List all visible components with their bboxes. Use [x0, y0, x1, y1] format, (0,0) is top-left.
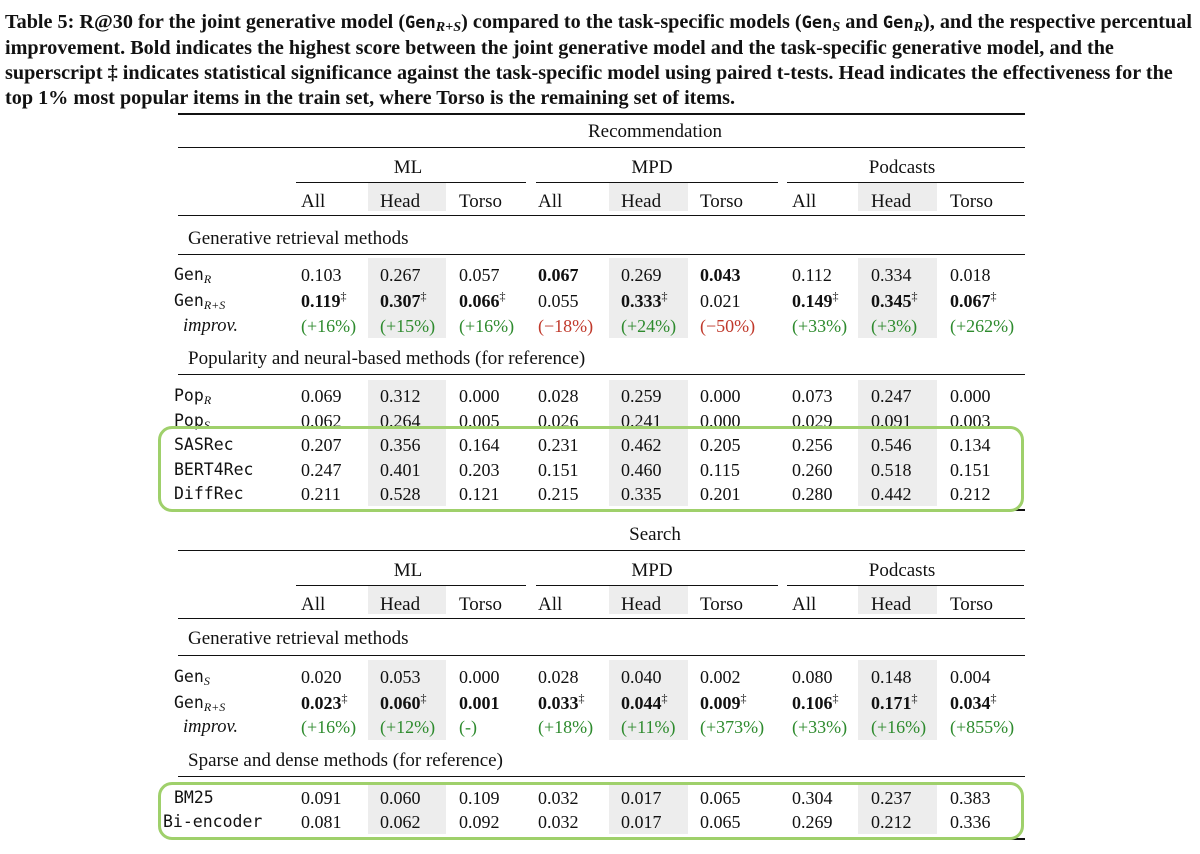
cell-value: 0.057 [459, 265, 500, 285]
cell-value: 0.356 [380, 435, 421, 455]
table-rule [178, 215, 1025, 216]
cell-value: 0.151 [538, 460, 579, 480]
cell-value: 0.017 [621, 788, 662, 808]
cell-value: (+33%) [792, 717, 848, 737]
caption-mid1: ) compared to the task-specific models ( [461, 11, 802, 33]
cell-value: 0.081 [301, 812, 342, 832]
cell-value: (+33%) [792, 316, 848, 336]
cell-value: 0.103 [301, 265, 342, 285]
cell-value: 0.018 [950, 265, 991, 285]
column-header: Head [871, 594, 912, 615]
table-cell [950, 385, 991, 407]
row-label-bm25: BM25 [174, 788, 214, 807]
table-cell [871, 315, 917, 337]
table-cell [950, 716, 1014, 738]
cell-value: 0.119 [301, 291, 341, 311]
table-cell [792, 290, 839, 312]
caption-rest: ), and the respective percentual improvement. Bold indicates the highest score between the joint generative model and the task-specific generative model, and the superscript ‡ indicates statistical significance against the task-specific model using paired t-tests. Head indicates the effectiveness for the top 1% most popular items in the train set, where Torso is the remaining set of items. [5, 11, 1192, 109]
cell-value: 0.215 [538, 484, 579, 504]
table-cell [538, 716, 593, 738]
cell-value: 0.269 [792, 812, 833, 832]
table-rule [178, 655, 1025, 656]
row-label-popR [174, 385, 211, 407]
cell-value: 0.241 [621, 411, 662, 431]
table-cell [538, 666, 579, 688]
column-header: Head [621, 594, 662, 615]
cell-value: 0.134 [950, 435, 991, 455]
table-cell [459, 385, 500, 407]
cell-value: 0.171 [871, 693, 912, 713]
cell-value: 0.462 [621, 435, 662, 455]
cell-value: (+18%) [538, 717, 594, 737]
table-cell [700, 290, 741, 312]
section-sparse-dense: Sparse and dense methods (for reference) [188, 750, 503, 771]
cell-value: 0.065 [700, 788, 741, 808]
row-label-popS-base: Pop [174, 411, 204, 430]
cell-value: 0.092 [459, 812, 500, 832]
table-cell [621, 716, 675, 738]
cell-value: 0.334 [871, 265, 912, 285]
table-cell [301, 264, 342, 286]
cell-value: 0.203 [459, 460, 500, 480]
cell-value: (+15%) [380, 316, 436, 336]
table-cell [700, 264, 741, 286]
table-cell [380, 315, 435, 337]
table-cell [459, 315, 514, 337]
cell-value: 0.528 [380, 484, 421, 504]
cell-value: 0.304 [792, 788, 833, 808]
column-header: Head [380, 191, 421, 212]
caption-sub-s: S [832, 19, 841, 35]
section-generative-rec: Generative retrieval methods [188, 228, 409, 249]
cell-value: 0.000 [700, 386, 741, 406]
cell-value: 0.247 [301, 460, 342, 480]
table-cell [380, 666, 421, 688]
cell-value: 0.546 [871, 435, 912, 455]
row-label-genRS-search-base: Gen [174, 693, 204, 712]
highlight-neural-methods [158, 426, 1024, 512]
cell-value: 0.115 [700, 460, 740, 480]
cell-value: 0.026 [538, 411, 579, 431]
cell-value: 0.000 [459, 386, 500, 406]
cell-value: 0.333 [621, 291, 662, 311]
cell-value: 0.004 [950, 667, 991, 687]
cell-value: 0.260 [792, 460, 833, 480]
cell-value: (+16%) [301, 316, 357, 336]
cell-value: 0.401 [380, 460, 421, 480]
caption-sub-joint: R+S [435, 19, 462, 35]
row-label-biencoder: Bi-encoder [163, 812, 263, 831]
cell-value: 0.000 [700, 411, 741, 431]
significance-dagger: ‡ [832, 289, 839, 303]
table-cell [871, 692, 918, 714]
cell-value: 0.073 [792, 386, 833, 406]
cell-value: 0.062 [301, 411, 342, 431]
table-cell [950, 315, 1014, 337]
cell-value: 0.028 [538, 667, 579, 687]
cell-value: (+12%) [380, 717, 436, 737]
cell-value: 0.055 [538, 291, 579, 311]
row-label-popS-subscript: S [203, 418, 210, 432]
table-cell [871, 290, 918, 312]
dataset-group-0: ML [393, 560, 423, 581]
cell-value: 0.259 [621, 386, 662, 406]
cell-value: 0.201 [700, 484, 741, 504]
cell-value: 0.080 [792, 667, 833, 687]
column-header: All [538, 594, 563, 615]
row-label-genRS-rec-subscript: R+S [203, 298, 226, 312]
table-cell [380, 692, 427, 714]
table-cell [621, 290, 668, 312]
cell-value: 0.307 [380, 291, 421, 311]
table-cell [700, 692, 747, 714]
row-label-popR-base: Pop [174, 386, 204, 405]
cell-value: 0.269 [621, 265, 662, 285]
cell-value: 0.028 [538, 386, 579, 406]
cell-value: 0.312 [380, 386, 421, 406]
row-label-improv-rec: improv. [183, 316, 238, 336]
significance-dagger: ‡ [661, 691, 668, 705]
cell-value: 0.044 [621, 693, 662, 713]
cell-value: 0.106 [792, 693, 833, 713]
cell-value: 0.053 [380, 667, 421, 687]
table-cell [301, 385, 342, 407]
row-label-genS [174, 666, 210, 688]
table-cell [538, 692, 585, 714]
dataset-group-2: Podcasts [868, 157, 936, 178]
row-label-genR-subscript: R [203, 272, 212, 286]
table-rule [178, 618, 1025, 619]
section-title: Search [629, 524, 681, 545]
cell-value: 0.460 [621, 460, 662, 480]
column-header: Torso [459, 594, 503, 615]
significance-dagger: ‡ [578, 691, 585, 705]
table-cell [792, 385, 833, 407]
cell-value: 0.001 [459, 693, 500, 713]
cell-value: 0.067 [950, 291, 991, 311]
table-cell [621, 264, 662, 286]
cell-value: 0.442 [871, 484, 912, 504]
caption-gen-s: Gen [801, 13, 833, 33]
cell-value: 0.112 [792, 265, 832, 285]
table-cell [950, 666, 991, 688]
section-generative-search: Generative retrieval methods [188, 628, 409, 649]
row-label-genS-subscript: S [203, 674, 210, 688]
cell-value: 0.164 [459, 435, 500, 455]
cell-value: 0.212 [871, 812, 912, 832]
table-cell [459, 290, 506, 312]
caption-prefix: Table 5: R@30 for the joint generative model ( [5, 11, 406, 33]
dataset-group-1: MPD [631, 157, 673, 178]
table-cell [538, 385, 579, 407]
cell-value: 0.256 [792, 435, 833, 455]
cell-value: 0.069 [301, 386, 342, 406]
section-title: Recommendation [587, 121, 723, 142]
cell-value: (+16%) [301, 717, 357, 737]
row-label-genRS-search [174, 692, 225, 714]
significance-dagger: ‡ [499, 289, 506, 303]
table-rule [178, 254, 1025, 255]
table-cell [301, 716, 356, 738]
table-cell [538, 290, 579, 312]
cell-value: 0.335 [621, 484, 662, 504]
table-cell [700, 385, 741, 407]
significance-dagger: ‡ [832, 691, 839, 705]
cell-value: 0.033 [538, 693, 579, 713]
cell-value: 0.005 [459, 411, 500, 431]
row-label-genRS-search-subscript: R+S [203, 700, 226, 714]
cell-value: 0.212 [950, 484, 991, 504]
cell-value: 0.091 [871, 411, 912, 431]
cell-value: 0.000 [459, 667, 500, 687]
cell-value: 0.032 [538, 788, 579, 808]
table-cell [792, 264, 832, 286]
cell-value: 0.065 [700, 812, 741, 832]
cell-value: 0.040 [621, 667, 662, 687]
dataset-group-1: MPD [631, 560, 673, 581]
column-header: Torso [700, 594, 744, 615]
cell-value: (+11%) [621, 717, 676, 737]
row-label-diffrec: DiffRec [174, 484, 244, 503]
cell-value: (−18%) [538, 316, 594, 336]
column-header: All [301, 191, 326, 212]
table-cell [792, 315, 847, 337]
table-cell [380, 264, 421, 286]
cell-value: 0.121 [459, 484, 500, 504]
table-cell [459, 264, 500, 286]
significance-dagger: ‡ [340, 289, 347, 303]
table-cell [950, 692, 997, 714]
cell-value: 0.091 [301, 788, 342, 808]
column-header: Torso [950, 594, 994, 615]
table-rule [178, 374, 1025, 375]
cell-value: 0.003 [950, 411, 991, 431]
caption-gen-joint: Gen [405, 13, 436, 33]
cell-value: 0.148 [871, 667, 912, 687]
table-cell [621, 692, 668, 714]
cell-value: 0.034 [950, 693, 991, 713]
cell-value: 0.264 [380, 411, 421, 431]
table-cell [871, 666, 912, 688]
cell-value: 0.023 [301, 693, 342, 713]
table-rule [178, 550, 1025, 551]
cell-value: (+16%) [871, 717, 927, 737]
cell-value: 0.518 [871, 460, 912, 480]
row-label-genR [174, 264, 211, 286]
table-rule [178, 147, 1025, 148]
caption-and: and [840, 11, 883, 33]
column-header: All [792, 191, 817, 212]
row-label-genRS-rec-base: Gen [174, 291, 204, 310]
table-cell [301, 290, 347, 312]
dataset-group-2: Podcasts [868, 560, 936, 581]
column-header: Head [621, 191, 662, 212]
cell-value: 0.207 [301, 435, 342, 455]
cell-value: 0.062 [380, 812, 421, 832]
caption-sub-r: R [913, 19, 923, 35]
cell-value: 0.237 [871, 788, 912, 808]
column-header: Torso [950, 191, 994, 212]
cell-value: 0.149 [792, 291, 833, 311]
column-header: Head [380, 594, 421, 615]
cell-value: 0.043 [700, 265, 741, 285]
table-cell [700, 666, 741, 688]
row-label-bert4rec: BERT4Rec [174, 460, 254, 479]
cell-value: (+16%) [459, 316, 515, 336]
table-cell [380, 385, 421, 407]
significance-dagger: ‡ [740, 691, 747, 705]
column-header: Torso [459, 191, 503, 212]
column-header: Head [871, 191, 912, 212]
cell-value: 0.066 [459, 291, 500, 311]
significance-dagger: ‡ [911, 691, 918, 705]
significance-dagger: ‡ [911, 289, 918, 303]
table-cell [950, 290, 997, 312]
cell-value: (+373%) [700, 717, 765, 737]
cell-value: 0.032 [538, 812, 579, 832]
row-label-genRS-rec [174, 290, 225, 312]
table-cell [792, 716, 847, 738]
table-cell [380, 716, 435, 738]
cell-value: 0.017 [621, 812, 662, 832]
highlight-sparse-dense-methods [158, 782, 1024, 840]
significance-dagger: ‡ [990, 289, 997, 303]
cell-value: (+3%) [871, 316, 918, 336]
table-cell [871, 264, 912, 286]
cell-value: 0.020 [301, 667, 342, 687]
row-label-sasrec: SASRec [174, 435, 234, 454]
column-header: All [538, 191, 563, 212]
cell-value: 0.060 [380, 693, 421, 713]
table-cell [301, 315, 356, 337]
caption-gen-r: Gen [882, 13, 914, 33]
table-cell [950, 264, 991, 286]
cell-value: 0.067 [538, 265, 579, 285]
cell-value: 0.247 [871, 386, 912, 406]
column-header: Torso [700, 191, 744, 212]
table-cell [792, 692, 839, 714]
column-header: All [792, 594, 817, 615]
cell-value: 0.029 [792, 411, 833, 431]
table-cell [621, 315, 676, 337]
table-rule [178, 776, 1025, 777]
table-cell [621, 385, 662, 407]
cell-value: 0.267 [380, 265, 421, 285]
cell-value: 0.002 [700, 667, 741, 687]
table-cell [459, 716, 477, 738]
significance-dagger: ‡ [420, 691, 427, 705]
cell-value: 0.211 [301, 484, 341, 504]
table-cell [871, 385, 912, 407]
table-cell [459, 666, 500, 688]
significance-dagger: ‡ [990, 691, 997, 705]
table-cell [301, 692, 348, 714]
table-cell [538, 264, 579, 286]
cell-value: 0.280 [792, 484, 833, 504]
cell-value: 0.109 [459, 788, 500, 808]
cell-value: 0.383 [950, 788, 991, 808]
cell-value: 0.231 [538, 435, 579, 455]
cell-value: (+855%) [950, 717, 1015, 737]
cell-value: 0.336 [950, 812, 991, 832]
cell-value: 0.345 [871, 291, 912, 311]
significance-dagger: ‡ [341, 691, 348, 705]
cell-value: (+262%) [950, 316, 1015, 336]
table-cell [459, 692, 500, 714]
cell-value: 0.205 [700, 435, 741, 455]
significance-dagger: ‡ [661, 289, 668, 303]
table-cell [380, 290, 427, 312]
table-cell [538, 315, 593, 337]
cell-value: (−50%) [700, 316, 756, 336]
row-label-genR-base: Gen [174, 265, 204, 284]
table-caption [5, 10, 1193, 111]
table-cell [700, 716, 764, 738]
cell-value: 0.151 [950, 460, 991, 480]
table-cell [792, 666, 833, 688]
cell-value: (+24%) [621, 316, 677, 336]
cell-value: 0.060 [380, 788, 421, 808]
table-rule [178, 113, 1025, 115]
table-cell [621, 666, 662, 688]
row-label-improv-search: improv. [183, 717, 238, 737]
significance-dagger: ‡ [420, 289, 427, 303]
row-label-genS-base: Gen [174, 667, 204, 686]
column-header: All [301, 594, 326, 615]
cell-value: 0.000 [950, 386, 991, 406]
row-label-popR-subscript: R [203, 393, 212, 407]
table-cell [301, 666, 342, 688]
table-cell [871, 716, 926, 738]
cell-value: 0.009 [700, 693, 741, 713]
dataset-group-0: ML [393, 157, 423, 178]
cell-value: 0.021 [700, 291, 741, 311]
section-popularity: Popularity and neural-based methods (for reference) [188, 348, 586, 369]
table-cell [700, 315, 755, 337]
cell-value: (-) [459, 717, 477, 737]
